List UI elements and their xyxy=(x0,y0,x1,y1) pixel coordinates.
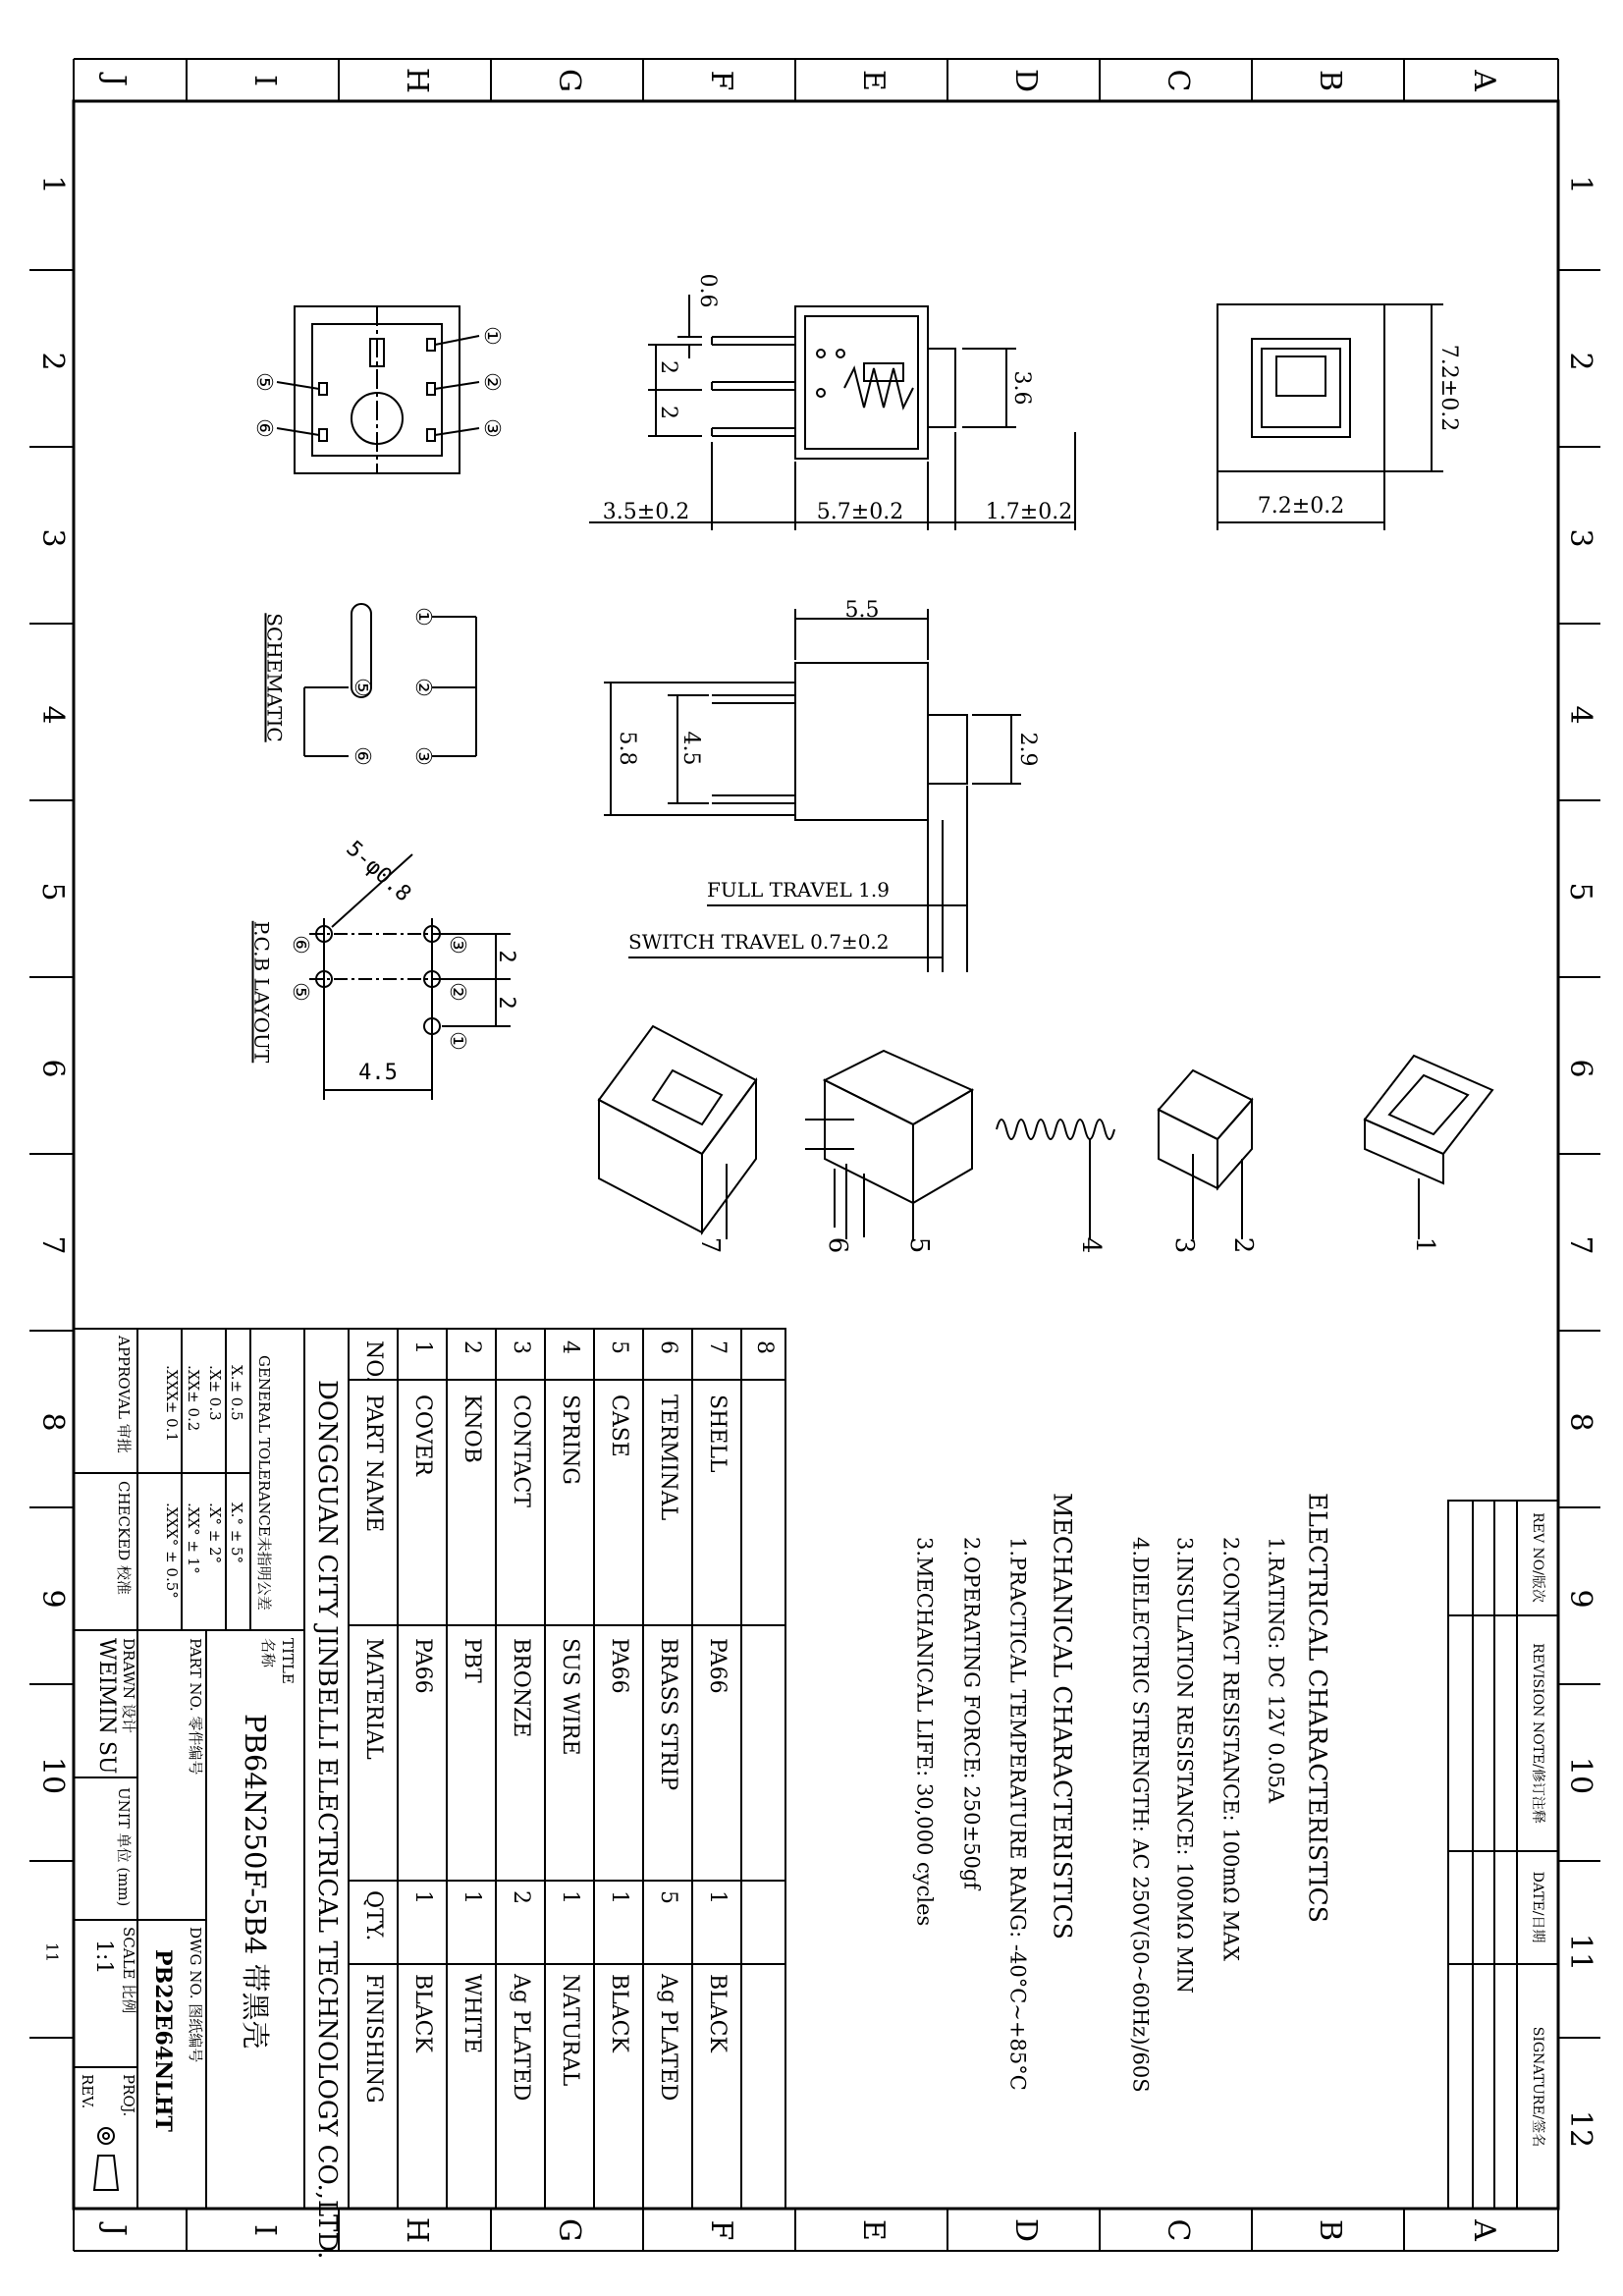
bom-no-cell: 4 xyxy=(558,1340,582,1354)
row-letter-top: C xyxy=(1161,69,1195,92)
bom-finishing-cell: BLACK xyxy=(705,1974,730,2052)
hole-dim: 5-φ0.8 xyxy=(341,836,416,907)
col-number-left: 3 xyxy=(35,528,70,548)
schematic-label: SCHEMATIC xyxy=(262,613,287,742)
bom-header-cell: QTY. xyxy=(361,1890,386,1941)
dim-2.9: 2.9 xyxy=(1015,732,1040,767)
col-number-right: 11 xyxy=(1563,1933,1597,1972)
col-number-right: 1 xyxy=(1563,175,1597,194)
bom-part-name-cell: KNOB xyxy=(460,1394,484,1463)
dim-3.6: 3.6 xyxy=(1009,370,1034,406)
row-letter-top: H xyxy=(400,67,434,94)
col-number-left: 7 xyxy=(35,1235,70,1255)
col-number-left: 5 xyxy=(35,882,70,902)
dim-4.5-vertical: 4.5 xyxy=(678,731,703,766)
row-letter-bottom: D xyxy=(1008,2217,1043,2243)
bom-material-cell: BRONZE xyxy=(509,1638,533,1738)
bom-finishing-cell: Ag PLATED xyxy=(509,1974,533,2102)
row-letter-bottom: G xyxy=(552,2218,586,2242)
full-travel-label: FULL TRAVEL 1.9 xyxy=(707,878,890,902)
bom-material-cell: PA66 xyxy=(607,1638,631,1694)
checked-label: CHECKED 校准 xyxy=(115,1481,133,1595)
dim-1.7: 1.7±0.2 xyxy=(985,500,1073,524)
col-number-left: 8 xyxy=(35,1412,70,1432)
bom-no-cell: 8 xyxy=(752,1340,777,1354)
row-letter-bottom: C xyxy=(1161,2218,1195,2242)
pin-label: ⑤ xyxy=(251,372,276,392)
dim-3.5: 3.5±0.2 xyxy=(602,500,690,524)
switch-travel-label: SWITCH TRAVEL 0.7±0.2 xyxy=(628,930,890,954)
scale-label: SCALE 比例 xyxy=(120,1927,137,2014)
col-number-left: 10 xyxy=(35,1756,70,1795)
bom-no-cell: 2 xyxy=(460,1340,484,1354)
dim-5.7: 5.7±0.2 xyxy=(816,500,904,524)
dim-5.8: 5.8 xyxy=(615,731,639,766)
row-letter-top: G xyxy=(552,69,586,92)
bom-qty-cell: 1 xyxy=(410,1890,435,1904)
approval-label: APPROVAL 审批 xyxy=(115,1336,133,1453)
pcb-pin: ② xyxy=(445,982,469,1002)
drawn-value: WEIMIN SU xyxy=(94,1638,119,1775)
col-number-left: 2 xyxy=(35,352,70,371)
col-number-left: 6 xyxy=(35,1059,70,1078)
tolerance-row: .XX° ± 1° xyxy=(185,1503,202,1574)
bom-finishing-cell: Ag PLATED xyxy=(656,1974,680,2102)
bom-qty-cell: 1 xyxy=(705,1890,730,1904)
electrical-spec: 3.INSULATION RESISTANCE: 100MΩ MIN xyxy=(1172,1537,1197,1994)
schematic-pin: ③ xyxy=(410,746,435,766)
callout-4: 4 xyxy=(1076,1236,1106,1254)
bom-finishing-cell: WHITE xyxy=(460,1974,484,2054)
col-number-right: 6 xyxy=(1563,1059,1597,1078)
tolerance-title: GENERAL TOLERANCE未指明公差 xyxy=(255,1355,273,1611)
mechanical-spec: 2.OPERATING FORCE: 250±50gf xyxy=(959,1537,984,1890)
pcb-pin: ⑥ xyxy=(288,935,312,955)
title-cn-label: 名称 xyxy=(259,1638,277,1668)
revision-header: REV NO/版次 xyxy=(1530,1512,1545,1603)
bom-material-cell: PBT xyxy=(460,1638,484,1683)
row-letter-bottom: I xyxy=(247,2224,282,2236)
schematic-pin: ⑥ xyxy=(350,746,374,766)
col-number-right: 7 xyxy=(1563,1235,1597,1255)
bom-part-name-cell: TERMINAL xyxy=(656,1394,680,1521)
col-number-left: 1 xyxy=(35,175,70,194)
dim-7.2-vertical: 7.2±0.2 xyxy=(1436,344,1461,432)
row-letter-top: F xyxy=(704,70,738,91)
scale-value: 1:1 xyxy=(91,1940,116,1975)
bom-qty-cell: 1 xyxy=(460,1890,484,1904)
bom-qty-cell: 1 xyxy=(607,1890,631,1904)
title-value: PB64N250F-5B4 带黑壳 xyxy=(239,1714,272,2050)
pcb-layout-label: P.C.B LAYOUT xyxy=(249,920,274,1064)
row-letter-bottom: F xyxy=(704,2219,738,2241)
dim-7.2-horizontal: 7.2±0.2 xyxy=(1257,494,1345,519)
mechanical-title: MECHANICAL CHARACTERISTICS xyxy=(1048,1493,1077,1940)
bom-finishing-cell: BLACK xyxy=(607,1974,631,2052)
row-letter-top: J xyxy=(97,74,132,87)
revision-header: DATE/日期 xyxy=(1530,1871,1545,1943)
dim-2b: 2 xyxy=(656,406,680,419)
pin-label: ③ xyxy=(479,418,504,438)
tolerance-row: .XX± 0.2 xyxy=(185,1365,202,1432)
bom-no-cell: 1 xyxy=(410,1340,435,1354)
bom-part-name-cell: SPRING xyxy=(558,1394,582,1485)
row-letter-bottom: J xyxy=(97,2223,132,2237)
dim-5.5: 5.5 xyxy=(844,598,880,623)
tolerance-row: X.° ± 5° xyxy=(228,1503,245,1564)
part-no-label: PART NO. 零件编号 xyxy=(187,1638,204,1776)
dim-pcb-2b: 2 xyxy=(494,996,518,1010)
callout-2: 2 xyxy=(1228,1236,1258,1254)
callout-6: 6 xyxy=(823,1236,852,1254)
col-number-left: 11 xyxy=(42,1941,62,1963)
bom-part-name-cell: COVER xyxy=(410,1394,435,1476)
bom-material-cell: SUS WIRE xyxy=(558,1638,582,1756)
bom-header-cell: NO. xyxy=(361,1340,386,1383)
company-name: DONGGUAN CITY JINBELLI ELECTRICAL TECHNOLOGY CO.,LTD. xyxy=(312,1380,342,2260)
bom-part-name-cell: SHELL xyxy=(705,1394,730,1473)
tolerance-row: .XXX° ± 0.5° xyxy=(163,1503,181,1599)
pin-label: ① xyxy=(479,326,504,346)
schematic-pin: ① xyxy=(410,607,435,627)
col-number-right: 9 xyxy=(1563,1589,1597,1609)
title-label: TITLE xyxy=(279,1638,297,1684)
row-letter-top: I xyxy=(247,75,282,86)
bom-no-cell: 6 xyxy=(656,1340,680,1354)
row-letter-bottom: A xyxy=(1467,2219,1501,2241)
bom-part-name-cell: CONTACT xyxy=(509,1394,533,1507)
electrical-spec: 1.RATING: DC 12V 0.05A xyxy=(1264,1537,1288,1804)
col-number-right: 4 xyxy=(1563,705,1597,725)
revision-header: REVISION NOTE/修订注释 xyxy=(1530,1643,1545,1824)
col-number-right: 5 xyxy=(1563,882,1597,902)
callout-3: 3 xyxy=(1169,1236,1199,1254)
pcb-pin: ⑤ xyxy=(288,982,312,1002)
bom-header-cell: PART NAME xyxy=(361,1394,386,1533)
tolerance-row: X.± 0.5 xyxy=(228,1365,245,1421)
rev-label: REV. xyxy=(79,2074,96,2109)
schematic-pin: ⑤ xyxy=(350,678,374,697)
mechanical-spec: 1.PRACTICAL TEMPERATURE RANG: -40°C~+85°C xyxy=(1005,1537,1030,2091)
pin-label: ⑥ xyxy=(251,418,276,438)
pcb-pin: ① xyxy=(445,1031,469,1051)
col-number-right: 12 xyxy=(1563,2109,1597,2149)
dim-pcb-4.5: 4.5 xyxy=(358,1061,398,1085)
callout-5: 5 xyxy=(904,1236,934,1254)
col-number-left: 4 xyxy=(35,705,70,725)
bom-material-cell: PA66 xyxy=(410,1638,435,1694)
bom-no-cell: 7 xyxy=(705,1340,730,1354)
bom-header-cell: FINISHING xyxy=(361,1974,386,2104)
pcb-pin: ③ xyxy=(445,935,469,955)
bom-material-cell: PA66 xyxy=(705,1638,730,1694)
bom-no-cell: 3 xyxy=(509,1340,533,1354)
bom-qty-cell: 5 xyxy=(656,1890,680,1904)
row-letter-top: A xyxy=(1467,70,1501,91)
col-number-right: 8 xyxy=(1563,1412,1597,1432)
electrical-spec: 4.DIELECTRIC STRENGTH: AC 250V(50~60Hz)/60S xyxy=(1128,1537,1153,2093)
electrical-title: ELECTRICAL CHARACTERISTICS xyxy=(1303,1493,1332,1923)
row-letter-bottom: E xyxy=(856,2219,891,2241)
tolerance-row: .X± 0.3 xyxy=(206,1365,224,1421)
row-letter-top: D xyxy=(1008,68,1043,93)
row-letter-bottom: B xyxy=(1313,2218,1347,2242)
bom-part-name-cell: CASE xyxy=(607,1394,631,1457)
callout-7: 7 xyxy=(695,1236,725,1254)
drawn-label: DRAWN 设计 xyxy=(120,1638,137,1733)
tolerance-row: .X° ± 2° xyxy=(206,1503,224,1564)
dwg-no-value: PB22E64NLHT xyxy=(150,1949,176,2132)
callout-1: 1 xyxy=(1410,1236,1439,1254)
bom-material-cell: BRASS STRIP xyxy=(656,1638,680,1791)
tolerance-row: .XXX± 0.1 xyxy=(163,1365,181,1442)
proj-label: PROJ. xyxy=(120,2074,137,2117)
dwg-no-label: DWG NO. 图纸编号 xyxy=(187,1927,204,2063)
electrical-spec: 2.CONTACT RESISTANCE: 100mΩ MAX xyxy=(1218,1537,1243,1961)
bom-finishing-cell: NATURAL xyxy=(558,1974,582,2087)
revision-header: SIGNATURE/签名 xyxy=(1530,2026,1545,2148)
mechanical-spec: 3.MECHANICAL LIFE: 30,000 cycles xyxy=(912,1537,937,1927)
col-number-left: 9 xyxy=(35,1589,70,1609)
bom-qty-cell: 2 xyxy=(509,1890,533,1904)
bom-header-cell: MATERIAL xyxy=(361,1638,386,1760)
col-number-right: 3 xyxy=(1563,528,1597,548)
pin-label: ② xyxy=(479,372,504,392)
row-letter-top: E xyxy=(856,70,891,91)
schematic-pin: ② xyxy=(410,678,435,697)
dim-2a: 2 xyxy=(656,360,680,374)
bom-finishing-cell: BLACK xyxy=(410,1974,435,2052)
dim-pcb-2a: 2 xyxy=(494,950,518,963)
bom-qty-cell: 1 xyxy=(558,1890,582,1904)
bom-no-cell: 5 xyxy=(607,1340,631,1354)
dim-0.6: 0.6 xyxy=(695,273,720,308)
row-letter-top: B xyxy=(1313,69,1347,92)
unit-label: UNIT 单位 (mm) xyxy=(115,1787,133,1907)
col-number-right: 10 xyxy=(1563,1756,1597,1795)
row-letter-bottom: H xyxy=(400,2216,434,2244)
col-number-right: 2 xyxy=(1563,352,1597,371)
